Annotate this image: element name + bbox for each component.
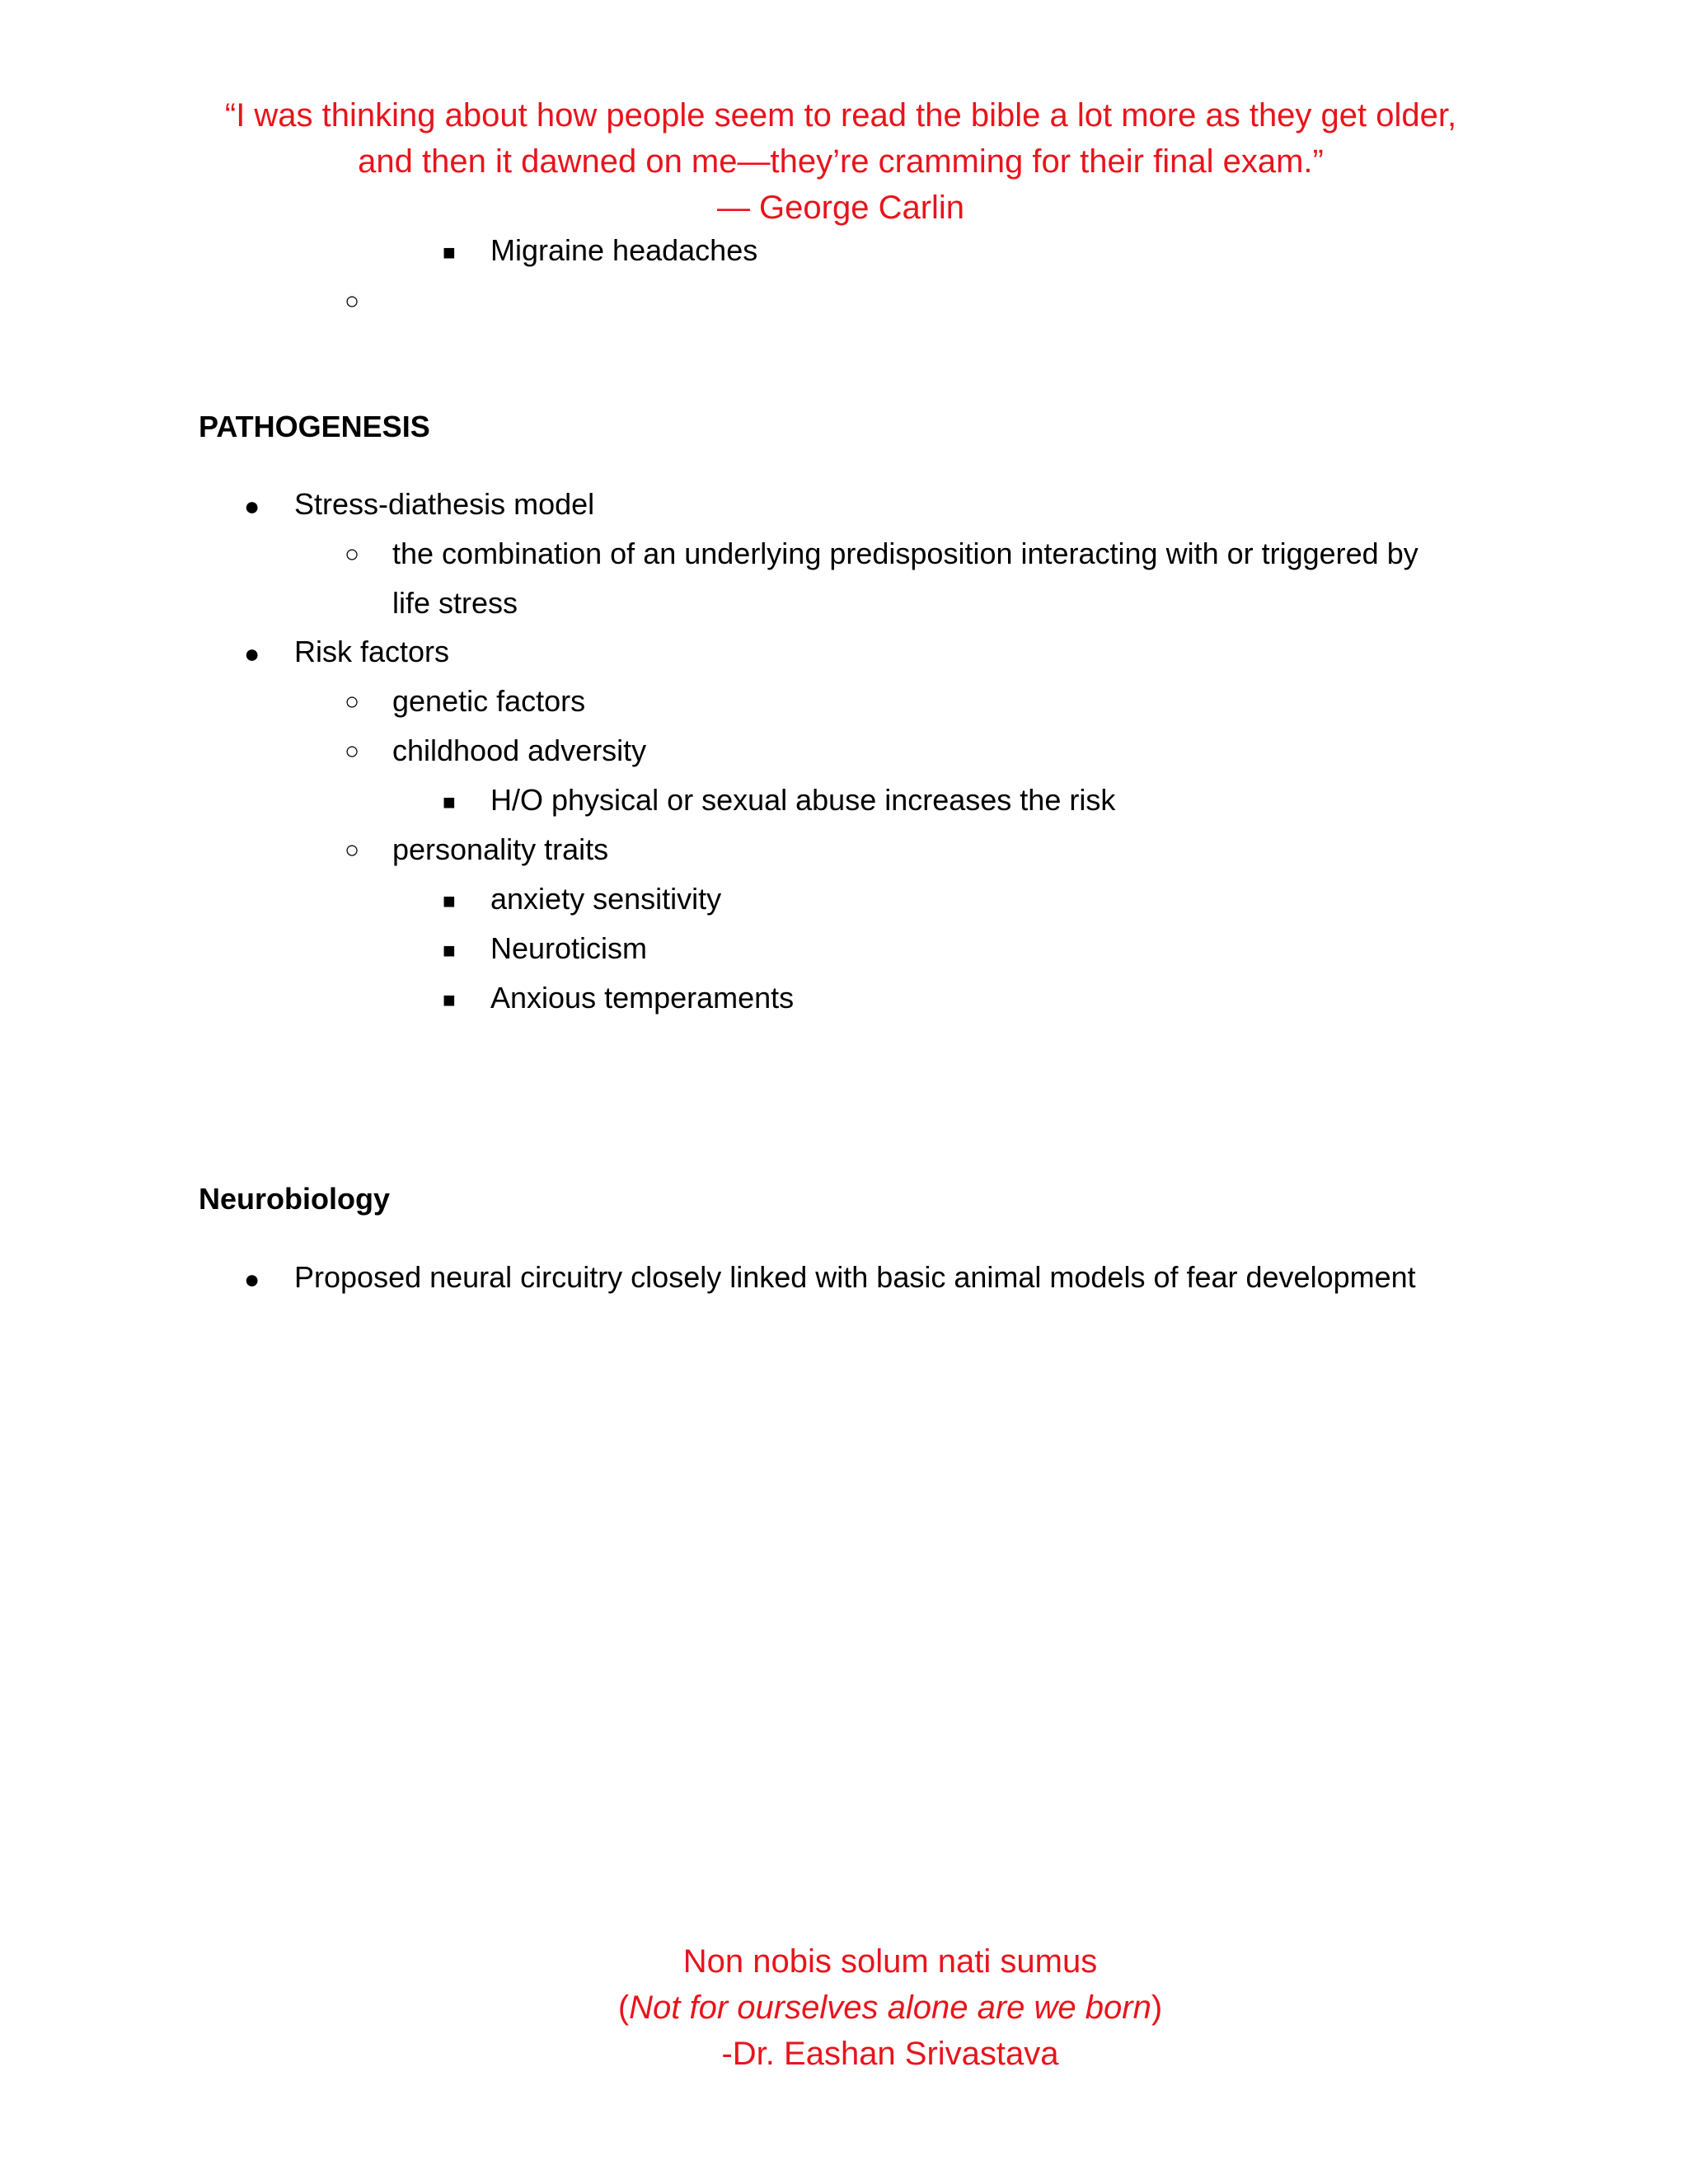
list-item: Risk factors — [294, 635, 450, 668]
disc-bullet-icon: ● — [244, 639, 260, 668]
circle-bullet-icon: ○ — [345, 837, 360, 864]
header-quote-attribution: — George Carlin — [716, 190, 965, 226]
list-item: the combination of an underlying predisposition interacting with or triggered by — [392, 537, 1418, 570]
square-bullet-icon: ■ — [443, 938, 456, 963]
list-item: genetic factors — [392, 684, 586, 718]
list-item: Proposed neural circuitry closely linked with basic animal models of fear development — [294, 1260, 1416, 1294]
circle-bullet-icon: ○ — [345, 688, 360, 715]
list-item: H/O physical or sexual abuse increases the risk — [490, 783, 1116, 817]
list-item: personality traits — [392, 832, 609, 866]
disc-bullet-icon: ● — [244, 491, 260, 521]
translation-italic: Not for ourselves alone are we born — [629, 1990, 1151, 2026]
list-item: Migraine headaches — [490, 233, 758, 267]
list-item: anxiety sensitivity — [490, 882, 722, 916]
section-heading-neurobiology: Neurobiology — [199, 1182, 390, 1216]
section-heading-pathogenesis: PATHOGENESIS — [199, 410, 430, 443]
header-quote-line-1: “I was thinking about how people seem to read the bible a lot more as they get older, — [224, 97, 1457, 134]
square-bullet-icon: ■ — [443, 790, 456, 814]
footer-quote-line-2 — [495, 1985, 1286, 2031]
header-quote — [165, 92, 1517, 231]
open-paren: ( — [617, 1990, 630, 2026]
empty-circle-bullet-icon: ○ — [345, 288, 360, 315]
footer-quote-line-1: Non nobis solum nati sumus — [682, 1943, 1098, 1980]
list-item: Anxious temperaments — [490, 981, 795, 1015]
close-paren: ) — [1151, 1990, 1163, 2026]
list-item: childhood adversity — [392, 733, 647, 767]
header-quote-line-2: and then it dawned on me—they’re cramming for their final exam.” — [358, 143, 1324, 180]
footer-quote — [495, 1938, 1286, 2077]
disc-bullet-icon: ● — [244, 1264, 260, 1294]
footer-quote-attribution: -Dr. Eashan Srivastava — [721, 2036, 1059, 2072]
list-item: Stress-diathesis model — [294, 487, 595, 521]
list-item: Neuroticism — [490, 931, 648, 965]
square-bullet-icon: ■ — [443, 240, 456, 265]
list-item-continuation: life stress — [392, 586, 518, 620]
circle-bullet-icon: ○ — [345, 541, 360, 568]
circle-bullet-icon: ○ — [345, 738, 360, 765]
square-bullet-icon: ■ — [443, 987, 456, 1012]
square-bullet-icon: ■ — [443, 888, 456, 913]
